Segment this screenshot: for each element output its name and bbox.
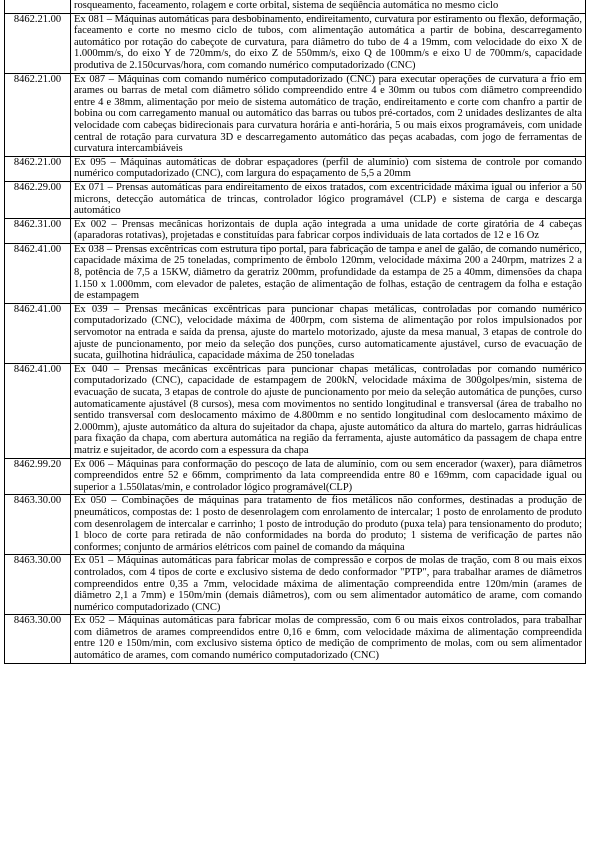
description-cell: Ex 002 – Prensas mecânicas horizontais de dupla ação integrada a uma unidade de corte giratória de 4 cabeças (aparadoras rotativas), projetadas e constituídas para fabricar corpos individuais de lata cortados de 12 e 16 Oz [71, 218, 586, 243]
description-cell: Ex 052 – Máquinas automáticas para fabricar molas de compressão, com 6 ou mais eixos controlados, para trabalhar com diâmetros de arames compreendidos entre 0,16 e 6mm, com velocidade máxima de alimentação compreendida entre 120 e 150m/min, com exclusivo sistema óptico de medição de comprimento de molas, com ou sem alimentador automático de arames, com comando numérico computadorizado (CNC) [71, 615, 586, 663]
ncm-code-cell: 8462.99.20 [5, 458, 71, 495]
ncm-code-cell: 8462.41.00 [5, 303, 71, 363]
description-cell: Ex 039 – Prensas mecânicas excêntricas para puncionar chapas metálicas, controladas por comando numérico computadorizado (CNC), velocidade máxima de 400rpm, com sistema de alimentação por rolos impulsionados por servomotor na entrada e saída da prensa, ajuste do martelo motorizado, ajuste da mesa manual, 3 etapas de controle do ajuste de puncionamento, por meio da seleção dos punções, curso automaticamente ajustável, curso de evacuação de sucata, guilhotina hidráulica, capacidade máxima de 250 toneladas [71, 303, 586, 363]
ncm-code-cell: 8463.30.00 [5, 495, 71, 555]
table-row-continued [5, 0, 586, 13]
ncm-code-cell: 8462.29.00 [5, 181, 71, 218]
ncm-code-cell [5, 0, 71, 13]
table-row [5, 73, 586, 156]
table-row [5, 458, 586, 495]
ncm-code-cell: 8462.41.00 [5, 363, 71, 458]
description-cell: Ex 038 – Prensas excêntricas com estrutura tipo portal, para fabricação de tampa e anel de galão, de comando numérico, capacidade máxima de 25 toneladas, comprimento de êmbolo 120mm, velocidade máxima 200 a 240rpm, matrizes 2 a 8, potência de 7,5 a 15KW, diâmetro da geratriz 200mm, profundidade da estampa de 25 a 40mm, dimensões da chapa 1.150 x 1.000mm, com elevador de paletes, estação de alimentação de folhas, estação de centragem da folha e estação de estampagem [71, 243, 586, 303]
ncm-code-cell: 8462.21.00 [5, 73, 71, 156]
table-row [5, 13, 586, 73]
ncm-code-cell: 8462.21.00 [5, 13, 71, 73]
description-cell: rosqueamento, faceamento, rolagem e corte orbital, sistema de seqüência automática no mesmo ciclo [71, 0, 586, 13]
description-cell: Ex 050 – Combinações de máquinas para tratamento de fios metálicos não conformes, destinadas a produção de pneumáticos, compostas de: 1 posto de desenrolagem com enrolamento de intercalar; 1 posto de enrolamento de produto com desenrolagem de intercalar e carrinho; 1 posto de introdução do produto (puxa tela) para tensionamento do produto; 1 bloco de corte para retirada de não conformidades na borda do produto; 1 sistema de verificação de partes não conformes; conjunto de armários elétricos com painel de comando da máquina [71, 495, 586, 555]
ex-tarifario-table [4, 0, 586, 664]
table-row [5, 156, 586, 181]
table-row [5, 555, 586, 615]
description-cell: Ex 040 – Prensas mecânicas excêntricas para puncionar chapas metálicas, controladas por comando numérico computadorizado (CNC), capacidade de estampagem de 200kN, velocidade máxima de 300golpes/min, sistema de evacuação de sucata, 3 etapas de controle do ajuste de puncionamento por meio da seleção automática de punções, curso automaticamente ajustável (8 cursos), mesa com movimentos no sentido longitudinal e transversal (área de trabalho no sentido transversal com deslocamento máximo de 4.800mm e no sentido longitudinal com deslocamento máximo de 2.000mm), ajuste automático da altura do sujeitador da chapa, ajuste automático da altura do martelo, garras hidráulicas para fixação da chapa, com abertura automática na região da ferramenta, ajuste automático da passagem de chapa entre matriz e sujeitador, de acordo com a espessura da chapa [71, 363, 586, 458]
description-cell: Ex 006 – Máquinas para conformação do pescoço de lata de alumínio, com ou sem encerador (waxer), para diâmetros compreendidos entre 52 e 66mm, comprimento da lata compreendida entre 80 e 169mm, com capacidade igual ou superior a 1.550latas/min, e controlador lógico programável(CLP) [71, 458, 586, 495]
description-cell: Ex 081 – Máquinas automáticas para desbobinamento, endireitamento, curvatura por estiramento ou flexão, deformação, faceamento e corte no mesmo ciclo de tubos, com alimentação automática a partir de bobina, descarregamento automático por rotação do cabeçote de curvatura, para diâmetro do tubo de 4 a 19mm, com velocidade do eixo X de 1.000mm/s, do eixo Y de 720mm/s, do eixo Z de 550mm/s, eixo Q de 100mm/s e eixo U de 700mm/s, capacidade produtiva de 2.150curvas/hora, com comando numérico computadorizado (CNC) [71, 13, 586, 73]
ncm-code-cell: 8463.30.00 [5, 555, 71, 615]
ncm-code-cell: 8463.30.00 [5, 615, 71, 663]
description-cell: Ex 095 – Máquinas automáticas de dobrar espaçadores (perfil de alumínio) com sistema de controle por comando numérico computadorizado (CNC), com largura do espaçamento de 5,5 a 20mm [71, 156, 586, 181]
table-row [5, 243, 586, 303]
table-row [5, 615, 586, 663]
table-row [5, 303, 586, 363]
table-row [5, 218, 586, 243]
table-row [5, 181, 586, 218]
table-row [5, 495, 586, 555]
ncm-code-cell: 8462.21.00 [5, 156, 71, 181]
table-row [5, 363, 586, 458]
description-cell: Ex 071 – Prensas automáticas para endireitamento de eixos tratados, com excentricidade máxima igual ou inferior a 50 microns, detecção automática de trincas, controlador lógico programável (CLP) e sistema de carga e descarga automático [71, 181, 586, 218]
description-cell: Ex 051 – Máquinas automáticas para fabricar molas de compressão e corpos de molas de tração, com 8 ou mais eixos controlados, com 4 tipos de corte e exclusivo sistema de dedo conformador "PTP", para trabalhar arames de diâmetros compreendidos entre 0,35 a 7mm, velocidade máxima de alimentação compreendida entre 120m/min (arames de diâmetro 2,1 a 7mm) e 150m/min (demais diâmetros), com ou sem alimentador automático de arame, com comando numérico computadorizado (CNC) [71, 555, 586, 615]
description-cell: Ex 087 – Máquinas com comando numérico computadorizado (CNC) para executar operações de curvatura a frio em arames ou barras de metal com diâmetro sólido compreendido entre 4 e 30mm ou tubos com diâmetro compreendido entre 4 e 38mm, alimentação por meio de sistema automático de tração, endireitamento e corte com chanfro a partir de bobina ou com carregamento manual ou automático das barras ou tubos pré-cortados, com 2 unidades deslizantes de alta velocidade com cabeças bidirecionais para curvatura horária e anti-horária, 5 ou mais eixos programáveis, com unidade central de rotação para curvatura 3D e descarregamento automático das peças acabadas, com jogo de ferramentas de curvatura intercambiáveis [71, 73, 586, 156]
ncm-code-cell: 8462.31.00 [5, 218, 71, 243]
ncm-code-cell: 8462.41.00 [5, 243, 71, 303]
